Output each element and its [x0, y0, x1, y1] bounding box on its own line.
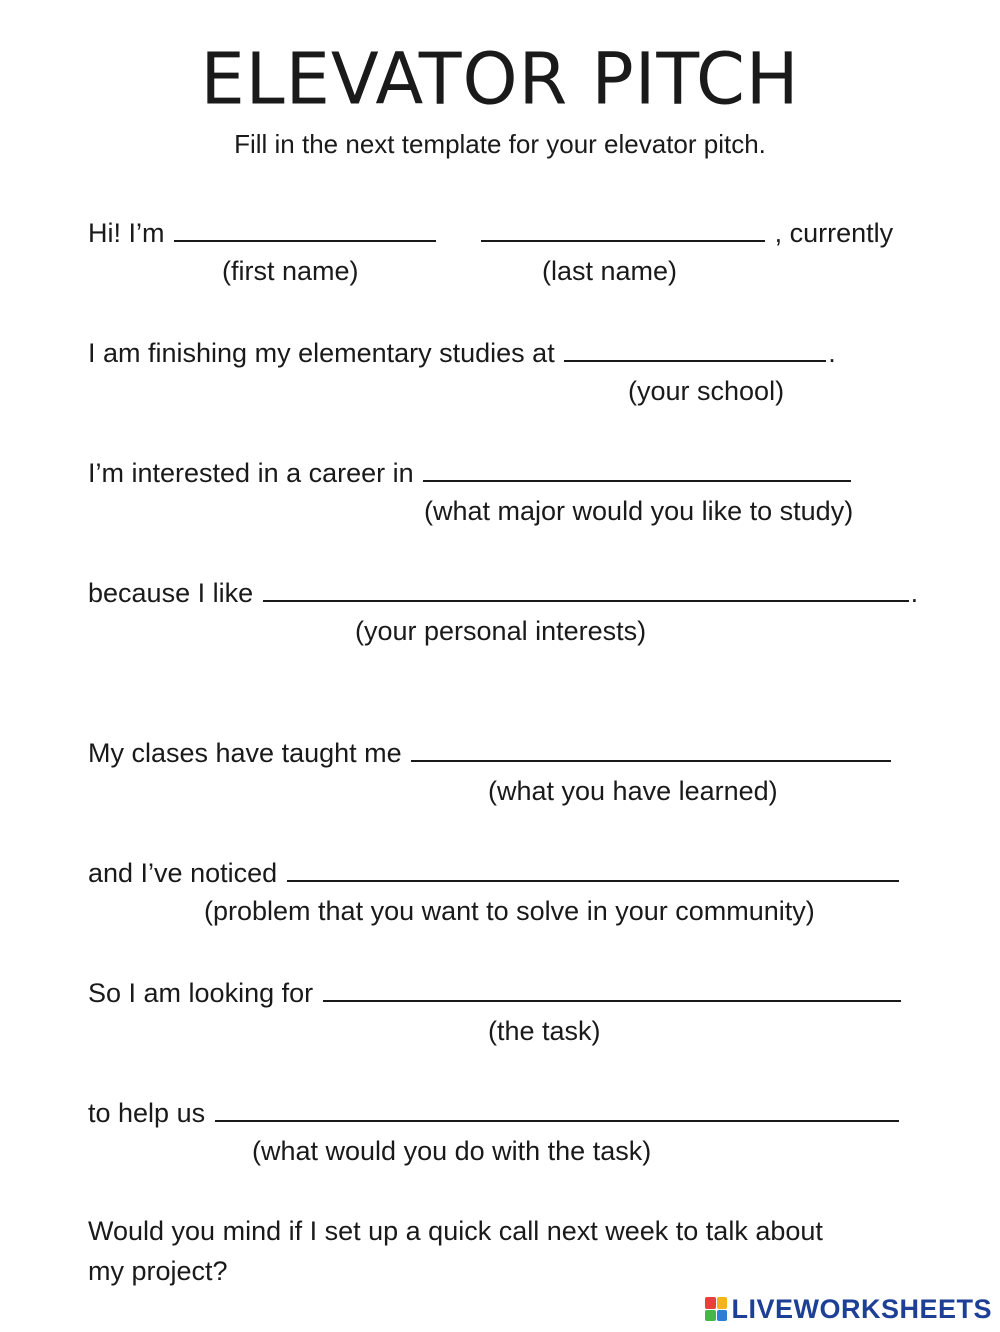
- career-blank[interactable]: [423, 458, 851, 482]
- interests-hint: (your personal interests): [355, 616, 647, 646]
- last-name-blank[interactable]: [481, 218, 765, 242]
- line-noticed: [88, 858, 901, 887]
- line-learned-prefix: My clases have taught me: [88, 738, 402, 768]
- line-name-suffix: , currently: [774, 218, 894, 248]
- page-subtitle: Fill in the next template for your elevator pitch.: [234, 129, 766, 159]
- liveworksheets-logo[interactable]: [705, 1294, 992, 1324]
- noticed-hint: (problem that you want to solve in your community): [204, 896, 815, 926]
- line-career-prefix: I’m interested in a career in: [88, 458, 414, 488]
- task-hint: (the task): [488, 1016, 601, 1046]
- line-school-suffix: .: [828, 338, 836, 368]
- line-career: [88, 458, 853, 487]
- career-hint: (what major would you like to study): [424, 496, 854, 526]
- page-title: ELEVATOR PITCH: [200, 37, 800, 121]
- liveworksheets-logo-text: LIVEWORKSHEETS: [731, 1293, 992, 1324]
- line-help-us: [88, 1098, 901, 1127]
- noticed-blank[interactable]: [287, 858, 899, 882]
- line-name-prefix: Hi! I’m: [88, 218, 165, 248]
- line-interests: [88, 578, 918, 607]
- line-help-us-prefix: to help us: [88, 1098, 206, 1128]
- liveworksheets-logo-icon: [705, 1297, 727, 1321]
- line-name: [88, 218, 893, 247]
- school-blank[interactable]: [564, 338, 826, 362]
- closing-line-2: my project?: [88, 1256, 228, 1286]
- line-interests-suffix: .: [910, 578, 919, 608]
- line-looking-for: [88, 978, 903, 1007]
- school-hint: (your school): [628, 376, 785, 406]
- first-name-blank[interactable]: [174, 218, 436, 242]
- help-blank[interactable]: [215, 1098, 899, 1122]
- line-school-prefix: I am finishing my elementary studies at: [88, 338, 555, 368]
- interests-blank[interactable]: [263, 578, 909, 602]
- line-looking-for-prefix: So I am looking for: [88, 978, 314, 1008]
- line-learned: [88, 738, 893, 767]
- first-name-hint: (first name): [222, 256, 359, 286]
- line-noticed-prefix: and I’ve noticed: [88, 858, 278, 888]
- line-interests-prefix: because I like: [88, 578, 254, 608]
- line-school: [88, 338, 836, 367]
- learned-blank[interactable]: [411, 738, 891, 762]
- help-hint: (what would you do with the task): [252, 1136, 652, 1166]
- task-blank[interactable]: [323, 978, 901, 1002]
- learned-hint: (what you have learned): [488, 776, 778, 806]
- closing-line-1: Would you mind if I set up a quick call next week to talk about: [88, 1216, 823, 1246]
- last-name-hint: (last name): [542, 256, 678, 286]
